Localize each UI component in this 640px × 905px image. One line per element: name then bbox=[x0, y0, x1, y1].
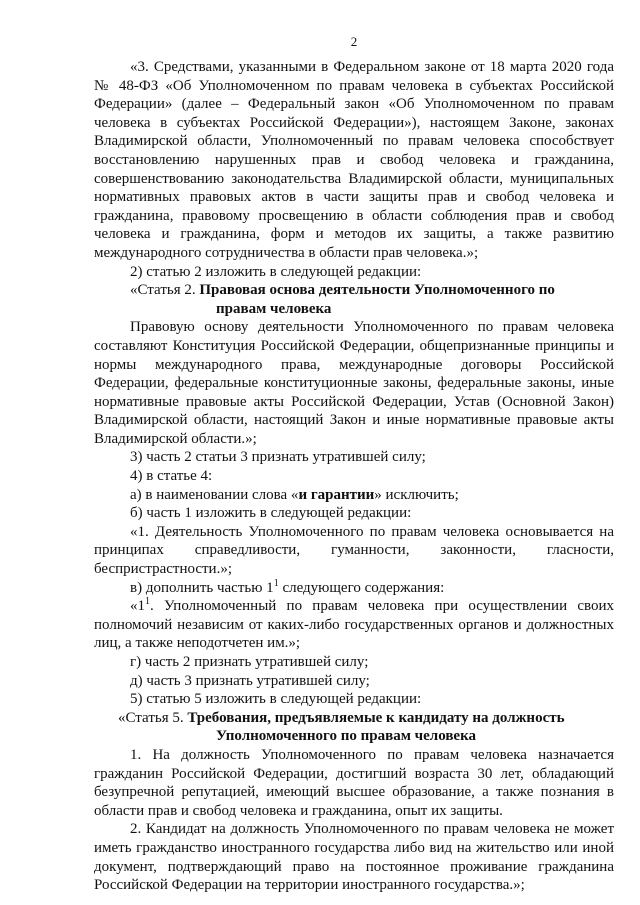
paragraph-item-4g: г) часть 2 признать утратившей силу; bbox=[130, 654, 369, 670]
part-1-1-sup: 1 bbox=[145, 596, 150, 608]
article-2-heading bbox=[94, 281, 614, 300]
article-2-prefix: «Статья 2. bbox=[130, 282, 200, 299]
article-5-heading bbox=[94, 709, 614, 728]
paragraph-article-5-part-2: 2. Кандидат на должность Уполномоченного по правам человека не может иметь гражданство иностранного государства либо вид на жительство или иной документ, подтверждающий право на постоянное проживание гражданина Российской Федерации на территории иностранного государства.»; bbox=[94, 821, 614, 894]
paragraph-part-1-1 bbox=[94, 597, 614, 653]
article-5-title-line1: Требования, предъявляемые к кандидату на должность bbox=[187, 709, 565, 726]
part-1-1-before: «1 bbox=[130, 598, 145, 615]
paragraph-item-3: 3) часть 2 статьи 3 признать утратившей силу; bbox=[130, 449, 426, 466]
paragraph-item-4a bbox=[94, 486, 614, 505]
paragraph-clause-3: «3. Средствами, указанными в Федеральном законе от 18 марта 2020 года № 48-ФЗ «Об Уполномоченном по правам человека в субъектах Российской Федерации» (далее – Федеральный закон «Об Уполномоченном по правам человека в субъектах Российской Федерации»), настоящем Законе, законах Владимирской области, Уполномоченный по правам человека способствует восстановлению нарушенных прав и свобод человека и гражданина, совершенствованию законодательства Владимирской области, муниципальных нормативных правовых актов в части защиты прав и свобод человека и гражданина, правовому просвещению в области соблюдения прав и свобод человека и гражданина, форм и методов их защиты, а также развитию международного сотрудничества в области прав человека.»; bbox=[94, 59, 614, 261]
paragraph-article-5-part-1: 1. На должность Уполномоченного по правам человека назначается гражданин Российской Федерации, достигший возраста 30 лет, обладающий безупречной репутацией, имеющий высшее образование, а также познания в области прав и свобод человека и гражданина, опыт их защиты. bbox=[94, 746, 614, 819]
item-4a-after: » исключить; bbox=[374, 486, 459, 503]
article-5-prefix: «Статья 5. bbox=[118, 709, 188, 726]
paragraph-item-2: 2) статью 2 изложить в следующей редакции: bbox=[130, 263, 422, 280]
item-4a-before: а) в наименовании слова « bbox=[130, 486, 299, 503]
article-2-title-line1: Правовая основа деятельности Уполномоченного по bbox=[199, 282, 555, 299]
item-4v-sup: 1 bbox=[273, 577, 279, 589]
article-2-title-line2: правам человека bbox=[216, 300, 332, 317]
item-4v-before: в) дополнить частью 1 bbox=[130, 579, 274, 596]
part-1-1-after: . Уполномоченный по правам человека при осуществлении своих полномочий независим от каких-либо государственных органов и должностных лиц, а также неподотчетен им.»; bbox=[94, 598, 614, 652]
paragraph-item-4: 4) в статье 4: bbox=[130, 468, 213, 485]
page-number: 2 bbox=[350, 34, 358, 49]
paragraph-item-4d: д) часть 3 признать утратившей силу; bbox=[130, 672, 370, 689]
article-5-title-line2: Уполномоченного по правам человека bbox=[216, 728, 476, 745]
paragraph-principles: «1. Деятельность Уполномоченного по правам человека основывается на принципах справедливости, гуманности, законности, гласности, беспристрастности.»; bbox=[94, 523, 614, 578]
paragraph-item-4v bbox=[94, 579, 614, 598]
paragraph-item-4b: б) часть 1 изложить в следующей редакции: bbox=[130, 505, 412, 522]
paragraph-legal-basis: Правовую основу деятельности Уполномоченного по правам человека составляют Конституция Российской Федерации, общепризнанные принципы и нормы международного права, международные договоры Российской Федерации, федеральные конституционные законы, федеральные законы, иные нормативные правовые акты Российской Федерации, Устав (Основной Закон) Владимирской области, настоящий Закон и иные нормативные правовые акты Владимирской области.»; bbox=[94, 319, 614, 447]
item-4v-after: следующего содержания: bbox=[278, 579, 445, 596]
item-4a-bold: и гарантии bbox=[298, 486, 375, 503]
paragraph-item-5: 5) статью 5 изложить в следующей редакции: bbox=[130, 691, 422, 708]
